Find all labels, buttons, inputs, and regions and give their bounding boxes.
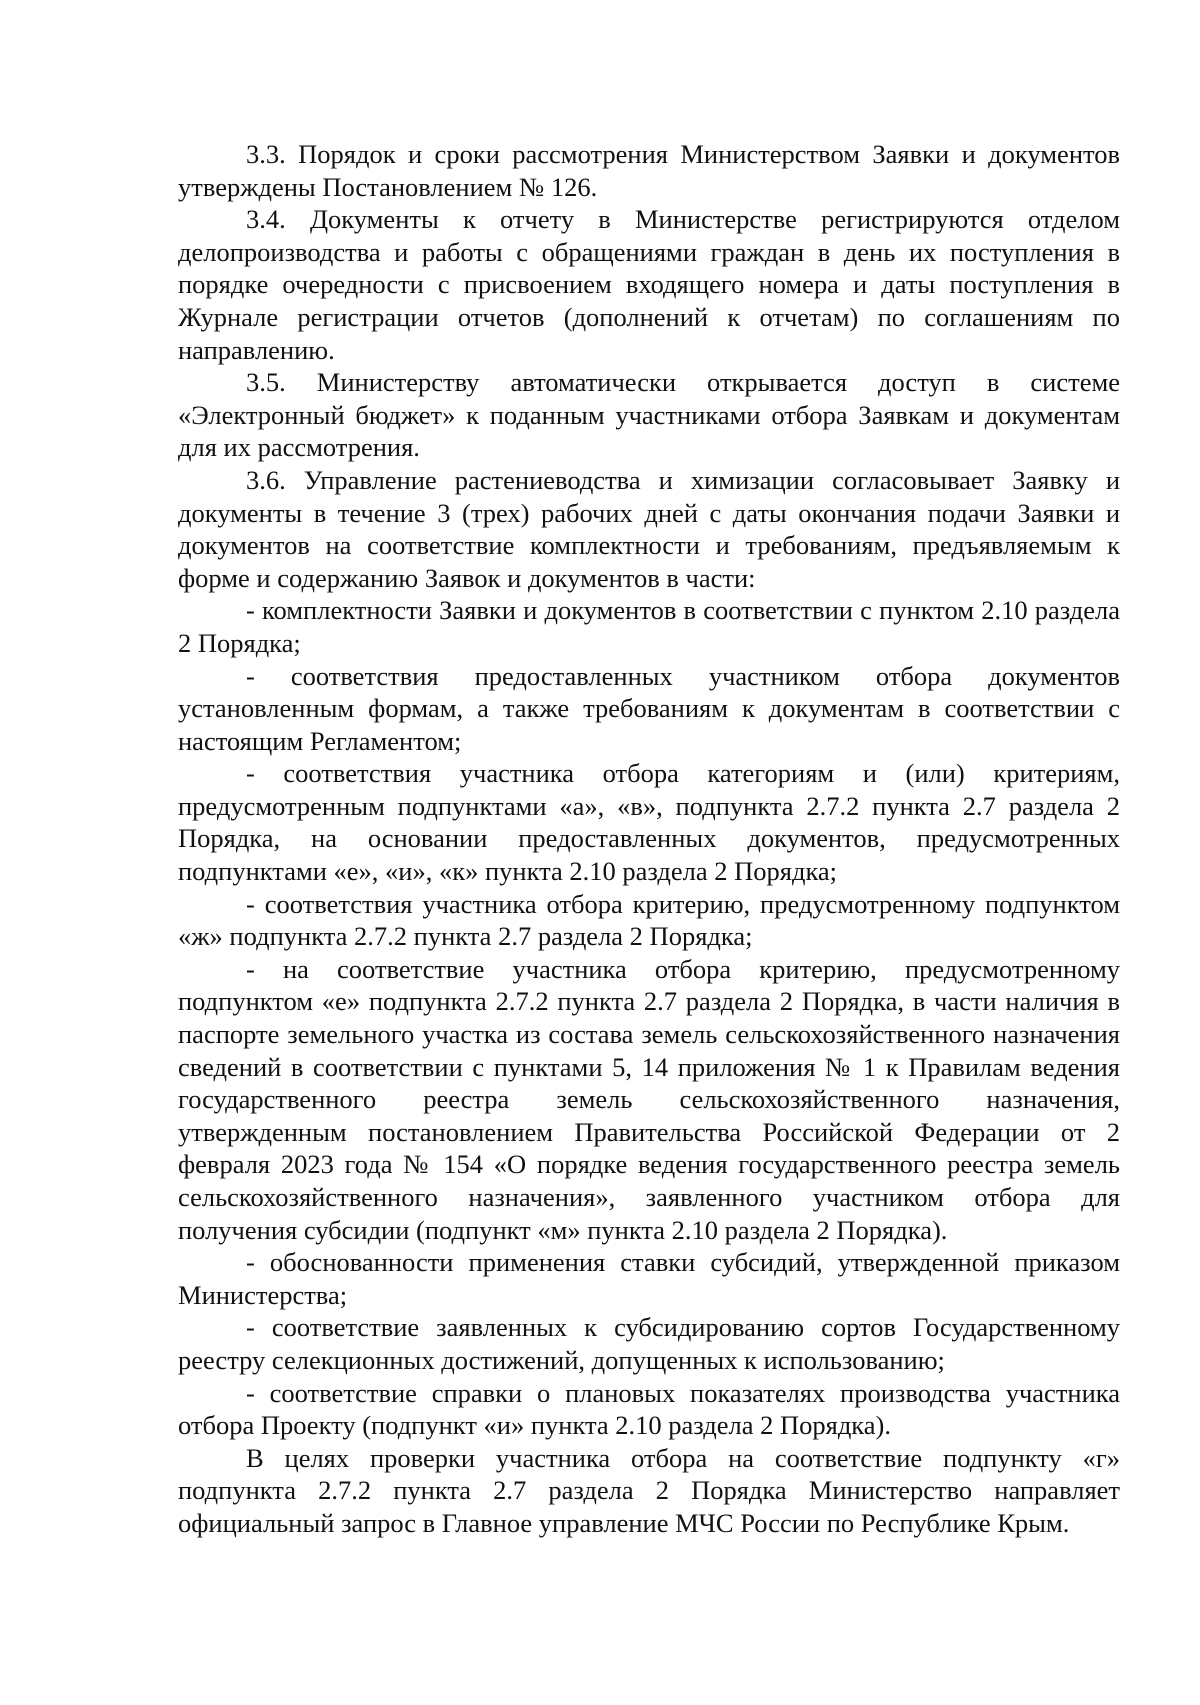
paragraph-mchs-request: В целях проверки участника отбора на соответствие подпункту «г» подпункта 2.7.2 пункта 2.7 раздела 2 Порядка Министерство направляет официальный запрос в Главное управление МЧС России по Республике Крым. (178, 1442, 1120, 1538)
list-item-criterion-zh: - соответствия участника отбора критерию, предусмотренному подпунктом «ж» подпункта 2.7.2 пункта 2.7 раздела 2 Порядка; (178, 888, 1120, 952)
paragraph-3-6: 3.6. Управление растениеводства и химизации согласовывает Заявку и документы в течение 3 (трех) рабочих дней с даты окончания подачи Заявки и документов на соответствие комплектности и требованиям, предъявляемым к форме и содержанию Заявок и документов в части: (178, 464, 1120, 593)
paragraph-3-4: 3.4. Документы к отчету в Министерстве регистрируются отделом делопроизводства и работы с обращениями граждан в день их поступления в порядке очередности с присвоением входящего номера и даты поступления в Журнале регистрации отчетов (дополнений к отчетам) по соглашениям по направлению. (178, 204, 1120, 365)
paragraph-3-3: 3.3. Порядок и сроки рассмотрения Министерством Заявки и документов утверждены Постановлением № 126. (178, 139, 1120, 202)
list-item-subsidy-rate: - обоснованности применения ставки субсидий, утвержденной приказом Министерства; (178, 1247, 1120, 1310)
document-body (178, 138, 1120, 1540)
list-item-variety-registry: - соответствие заявленных к субсидированию сортов Государственному реестру селекционных достижений, допущенных к использованию; (178, 1312, 1120, 1375)
paragraph-3-5: 3.5. Министерству автоматически открывается доступ в системе «Электронный бюджет» к поданным участниками отбора Заявкам и документам для их рассмотрения. (178, 367, 1120, 463)
list-item-completeness: - комплектности Заявки и документов в соответствии с пунктом 2.10 раздела 2 Порядка; (178, 595, 1120, 658)
list-item-forms-compliance: - соответствия предоставленных участником отбора документов установленным формам, а также требованиям к документам в соответствии с настоящим Регламентом; (178, 660, 1120, 756)
list-item-category-criteria: - соответствия участника отбора категориям и (или) критериям, предусмотренным подпунктами «а», «в», подпункта 2.7.2 пункта 2.7 раздела 2 Порядка, на основании предоставленных документов, предусмотренных подпунктами «е», «и», «к» пункта 2.10 раздела 2 Порядка; (178, 758, 1120, 887)
list-item-criterion-e: - на соответствие участника отбора критерию, предусмотренному подпунктом «е» подпункта 2.7.2 пункта 2.7 раздела 2 Порядка, в части наличия в паспорте земельного участка из состава земель сельскохозяйственного назначения сведений в соответствии с пунктами 5, 14 приложения № 1 к Правилам ведения государственного реестра земель сельскохозяйственного назначения, утвержденным постановлением Правительства Российской Федерации от 2 февраля 2023 года № 154 «О порядке ведения государственного реестра земель сельскохозяйственного назначения», заявленного участником отбора для получения субсидии (подпункт «м» пункта 2.10 раздела 2 Порядка). (178, 953, 1120, 1245)
list-item-production-plan: - соответствие справки о плановых показателях производства участника отбора Проекту (подпункт «и» пункта 2.10 раздела 2 Порядка). (178, 1377, 1120, 1441)
